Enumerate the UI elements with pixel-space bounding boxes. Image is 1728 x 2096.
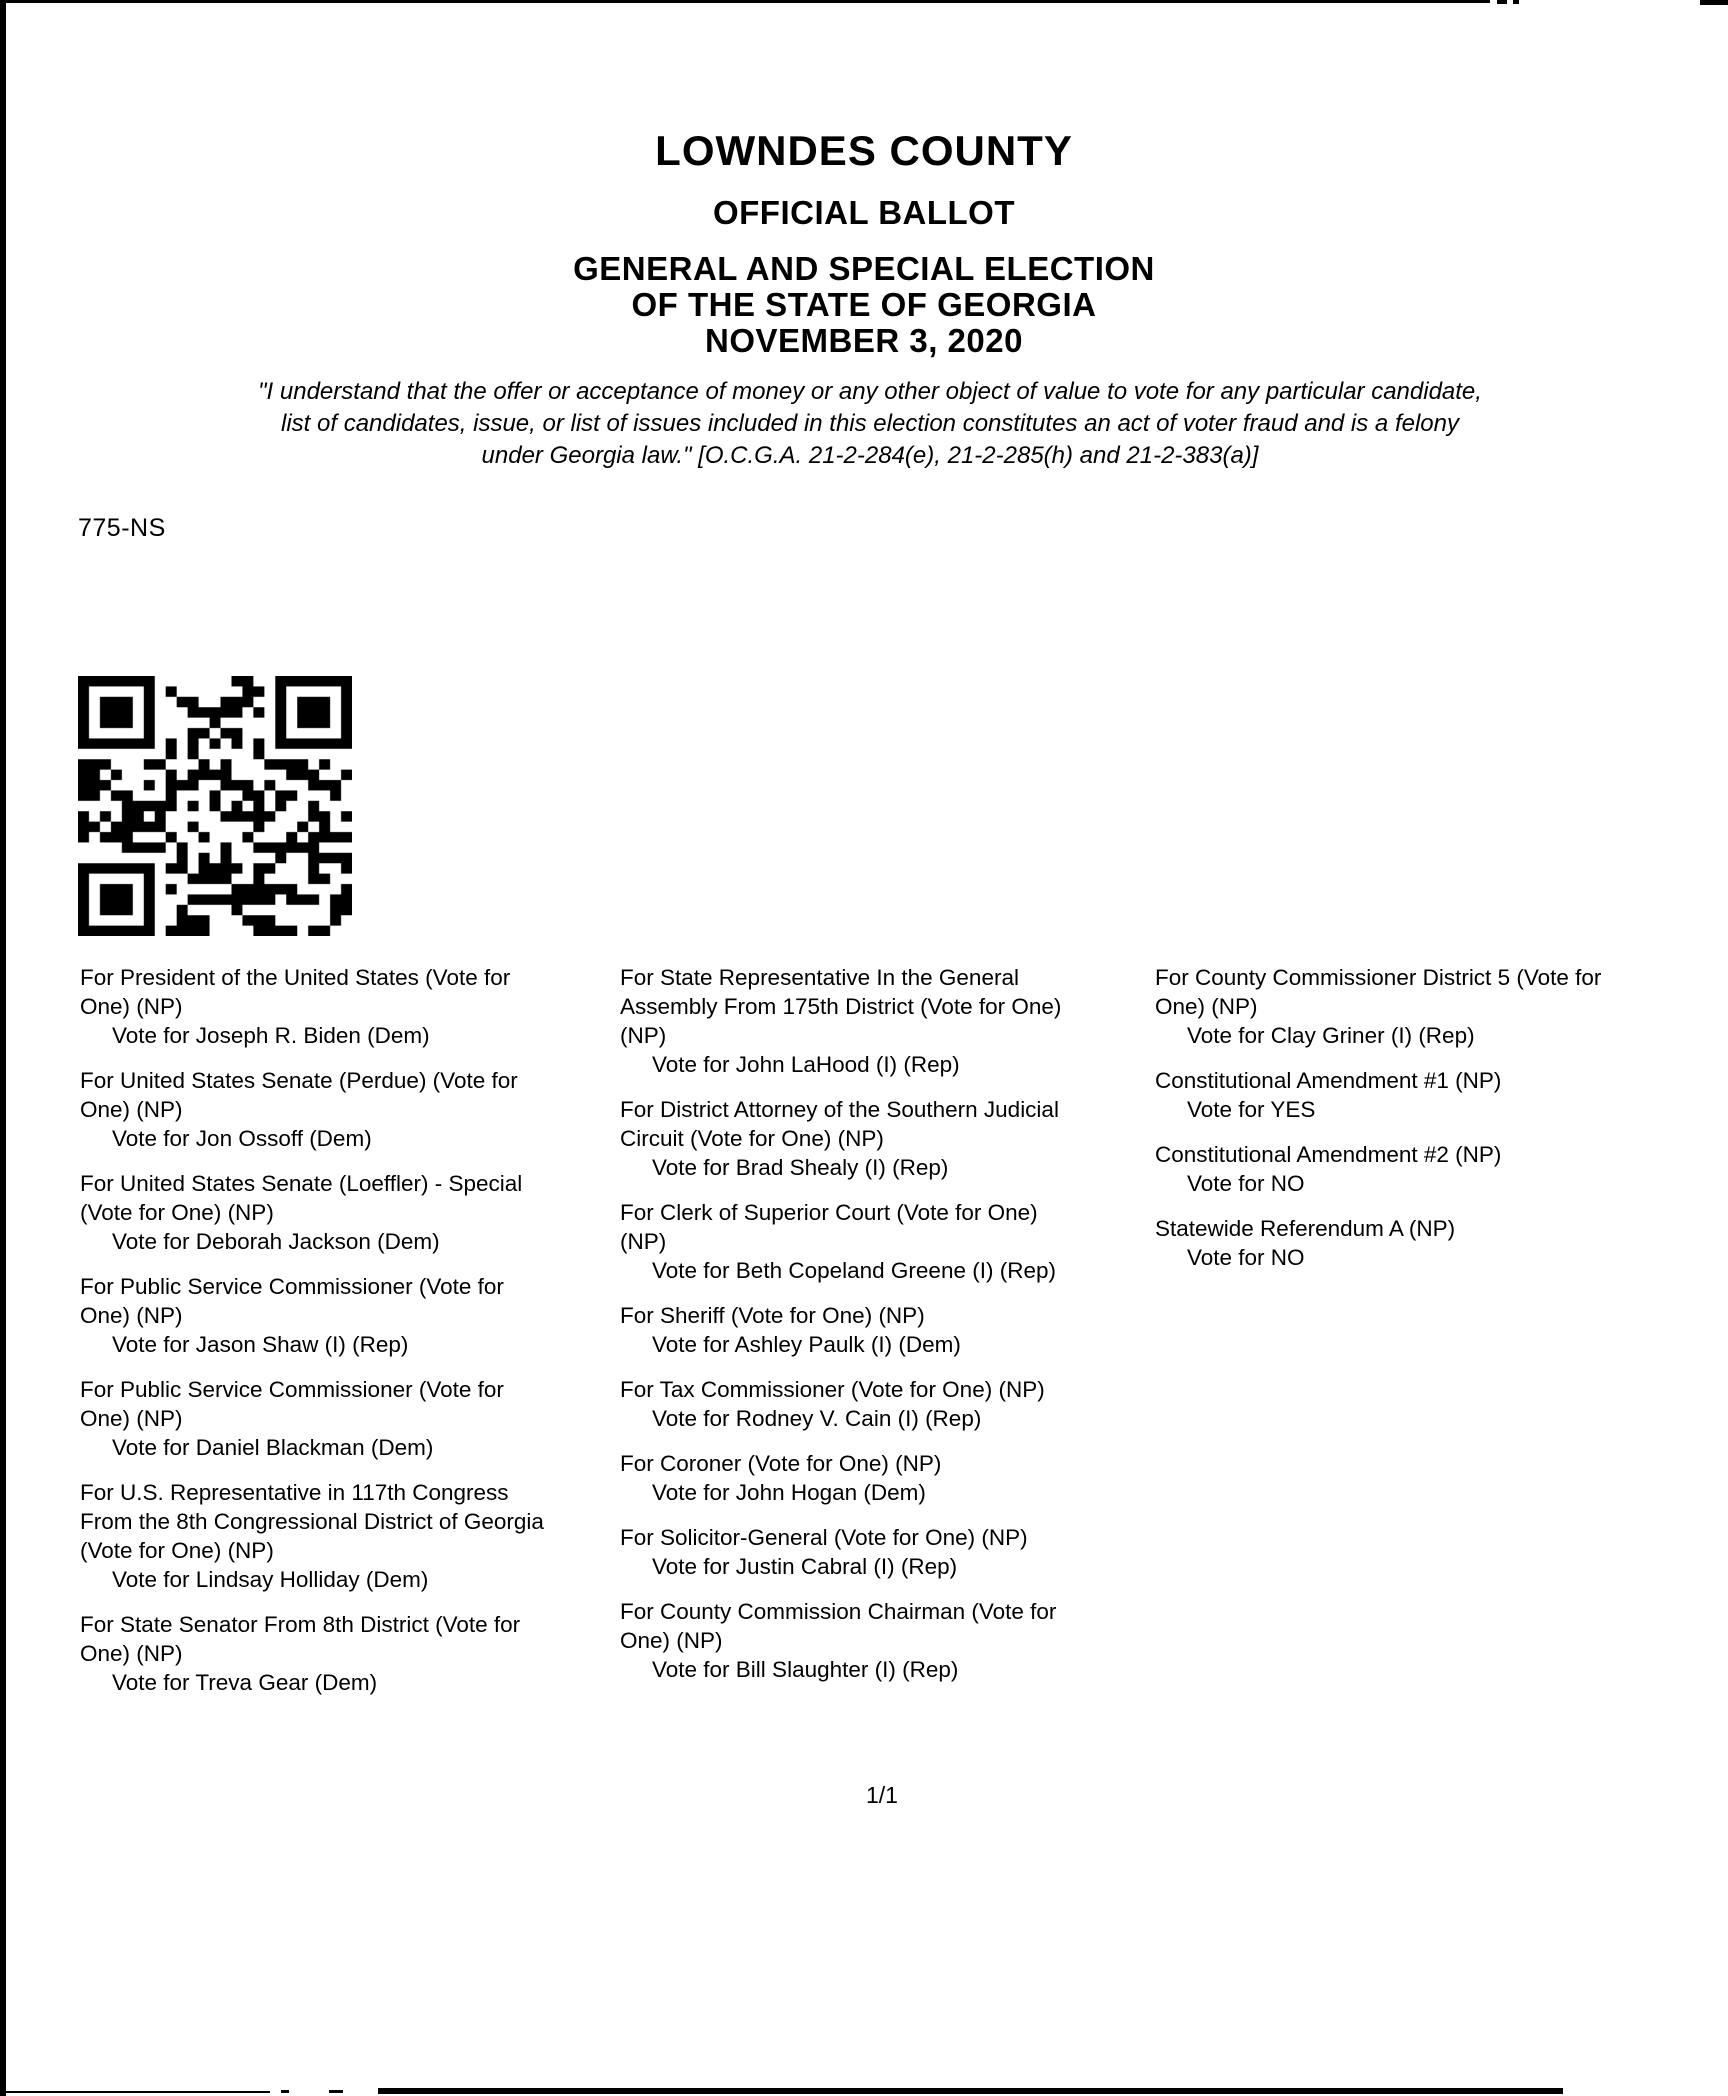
bottom-edge-registration-line: [0, 2091, 270, 2093]
vote-selection: Vote for Rodney V. Cain (I) (Rep): [652, 1406, 982, 1431]
contest-title: For President of the United States (Vote for One) (NP): [80, 965, 511, 1019]
contest-entry: [1155, 963, 1630, 1050]
vote-selection: Vote for Jon Ossoff (Dem): [112, 1126, 372, 1151]
contest-title: For United States Senate (Loeffler) - Special (Vote for One) (NP): [80, 1171, 523, 1225]
contest-entry: [80, 963, 550, 1050]
ballot-column-3: [1155, 963, 1630, 1288]
election-title-line-1: GENERAL AND SPECIAL ELECTION: [573, 250, 1155, 287]
election-title-line-3: NOVEMBER 3, 2020: [705, 322, 1023, 359]
disclaimer-line-2: list of candidates, issue, or list of issues included in this election constitutes an act of voter fraud and is a felony: [281, 410, 1459, 437]
contest-entry: [1155, 1066, 1630, 1124]
contest-entry: [1155, 1140, 1630, 1198]
vote-selection: Vote for Beth Copeland Greene (I) (Rep): [652, 1258, 1056, 1283]
contest-entry: [80, 1610, 550, 1697]
contest-title: For State Senator From 8th District (Vote for One) (NP): [80, 1612, 521, 1666]
contest-title: For County Commissioner District 5 (Vote for One) (NP): [1155, 965, 1602, 1019]
contest-title: For Sheriff (Vote for One) (NP): [620, 1303, 925, 1328]
contest-entry: [80, 1375, 550, 1462]
contest-title: For Public Service Commissioner (Vote for One) (NP): [80, 1377, 504, 1431]
ballot-header: [14, 127, 1714, 359]
vote-selection: Vote for Deborah Jackson (Dem): [112, 1229, 440, 1254]
contest-title: Statewide Referendum A (NP): [1155, 1216, 1456, 1241]
contest-title: For Coroner (Vote for One) (NP): [620, 1451, 942, 1476]
vote-selection: Vote for Jason Shaw (I) (Rep): [112, 1332, 409, 1357]
vote-selection: Vote for Justin Cabral (I) (Rep): [652, 1554, 958, 1579]
bottom-edge-registration-dash: [281, 2090, 289, 2093]
contest-entry: [620, 963, 1087, 1079]
top-edge-registration-dash: [1513, 0, 1519, 4]
vote-selection: Vote for Brad Shealy (I) (Rep): [652, 1155, 949, 1180]
contest-title: For United States Senate (Perdue) (Vote for One) (NP): [80, 1068, 518, 1122]
contest-title: For Solicitor-General (Vote for One) (NP): [620, 1525, 1028, 1550]
contest-entry: [80, 1478, 550, 1594]
contest-entry: [620, 1198, 1087, 1285]
contest-title: Constitutional Amendment #2 (NP): [1155, 1142, 1502, 1167]
county-title: LOWNDES COUNTY: [655, 127, 1073, 174]
top-right-corner-mark: [1700, 0, 1728, 5]
contest-title: For State Representative In the General Assembly From 175th District (Vote for One) (NP): [620, 965, 1062, 1048]
contest-title: For Public Service Commissioner (Vote for One) (NP): [80, 1274, 504, 1328]
ballot-style-code: 775-NS: [78, 514, 166, 542]
bottom-edge-registration-bar: [378, 2088, 1563, 2094]
ballot-column-1: [80, 963, 550, 1713]
vote-selection: Vote for Daniel Blackman (Dem): [112, 1435, 434, 1460]
vote-selection: Vote for Bill Slaughter (I) (Rep): [652, 1657, 959, 1682]
contest-title: For County Commission Chairman (Vote for One) (NP): [620, 1599, 1057, 1653]
election-title-line-2: OF THE STATE OF GEORGIA: [631, 286, 1097, 323]
vote-selection: Vote for John Hogan (Dem): [652, 1480, 926, 1505]
vote-selection: Vote for Lindsay Holliday (Dem): [112, 1567, 429, 1592]
qr-code: [78, 676, 352, 936]
contest-title: For Clerk of Superior Court (Vote for One) (NP): [620, 1200, 1038, 1254]
disclaimer-line-3: under Georgia law." [O.C.G.A. 21-2-284(e), 21-2-285(h) and 21-2-383(a)]: [481, 442, 1259, 469]
vote-selection: Vote for NO: [1187, 1245, 1305, 1270]
contest-entry: [620, 1597, 1087, 1684]
vote-selection: Vote for YES: [1187, 1097, 1316, 1122]
ballot-type-title: OFFICIAL BALLOT: [712, 194, 1016, 231]
ballot-column-2: [620, 963, 1087, 1700]
page-number: 1/1: [866, 1782, 898, 1808]
top-edge-registration-line: [0, 0, 1490, 3]
vote-selection: Vote for Joseph R. Biden (Dem): [112, 1023, 430, 1048]
contest-entry: [620, 1523, 1087, 1581]
top-edge-registration-dash: [1497, 0, 1507, 4]
vote-selection: Vote for John LaHood (I) (Rep): [652, 1052, 960, 1077]
bottom-edge-registration-dash: [329, 2090, 343, 2093]
disclaimer-line-1: "I understand that the offer or acceptance of money or any other object of value to vote for any particular candidate,: [258, 378, 1482, 405]
vote-selection: Vote for Ashley Paulk (I) (Dem): [652, 1332, 961, 1357]
contest-title: For U.S. Representative in 117th Congress From the 8th Congressional District of Georgia (Vote for One) (NP): [80, 1480, 544, 1563]
contest-entry: [1155, 1214, 1630, 1272]
vote-selection: Vote for Treva Gear (Dem): [112, 1670, 378, 1695]
contest-entry: [80, 1066, 550, 1153]
voter-fraud-disclaimer: [20, 376, 1720, 472]
contest-entry: [620, 1301, 1087, 1359]
contest-title: For District Attorney of the Southern Judicial Circuit (Vote for One) (NP): [620, 1097, 1059, 1151]
contest-entry: [620, 1095, 1087, 1182]
contest-title: For Tax Commissioner (Vote for One) (NP): [620, 1377, 1045, 1402]
contest-entry: [620, 1449, 1087, 1507]
vote-selection: Vote for NO: [1187, 1171, 1305, 1196]
vote-selection: Vote for Clay Griner (I) (Rep): [1187, 1023, 1475, 1048]
contest-entry: [620, 1375, 1087, 1433]
contest-title: Constitutional Amendment #1 (NP): [1155, 1068, 1502, 1093]
contest-entry: [80, 1169, 550, 1256]
contest-entry: [80, 1272, 550, 1359]
